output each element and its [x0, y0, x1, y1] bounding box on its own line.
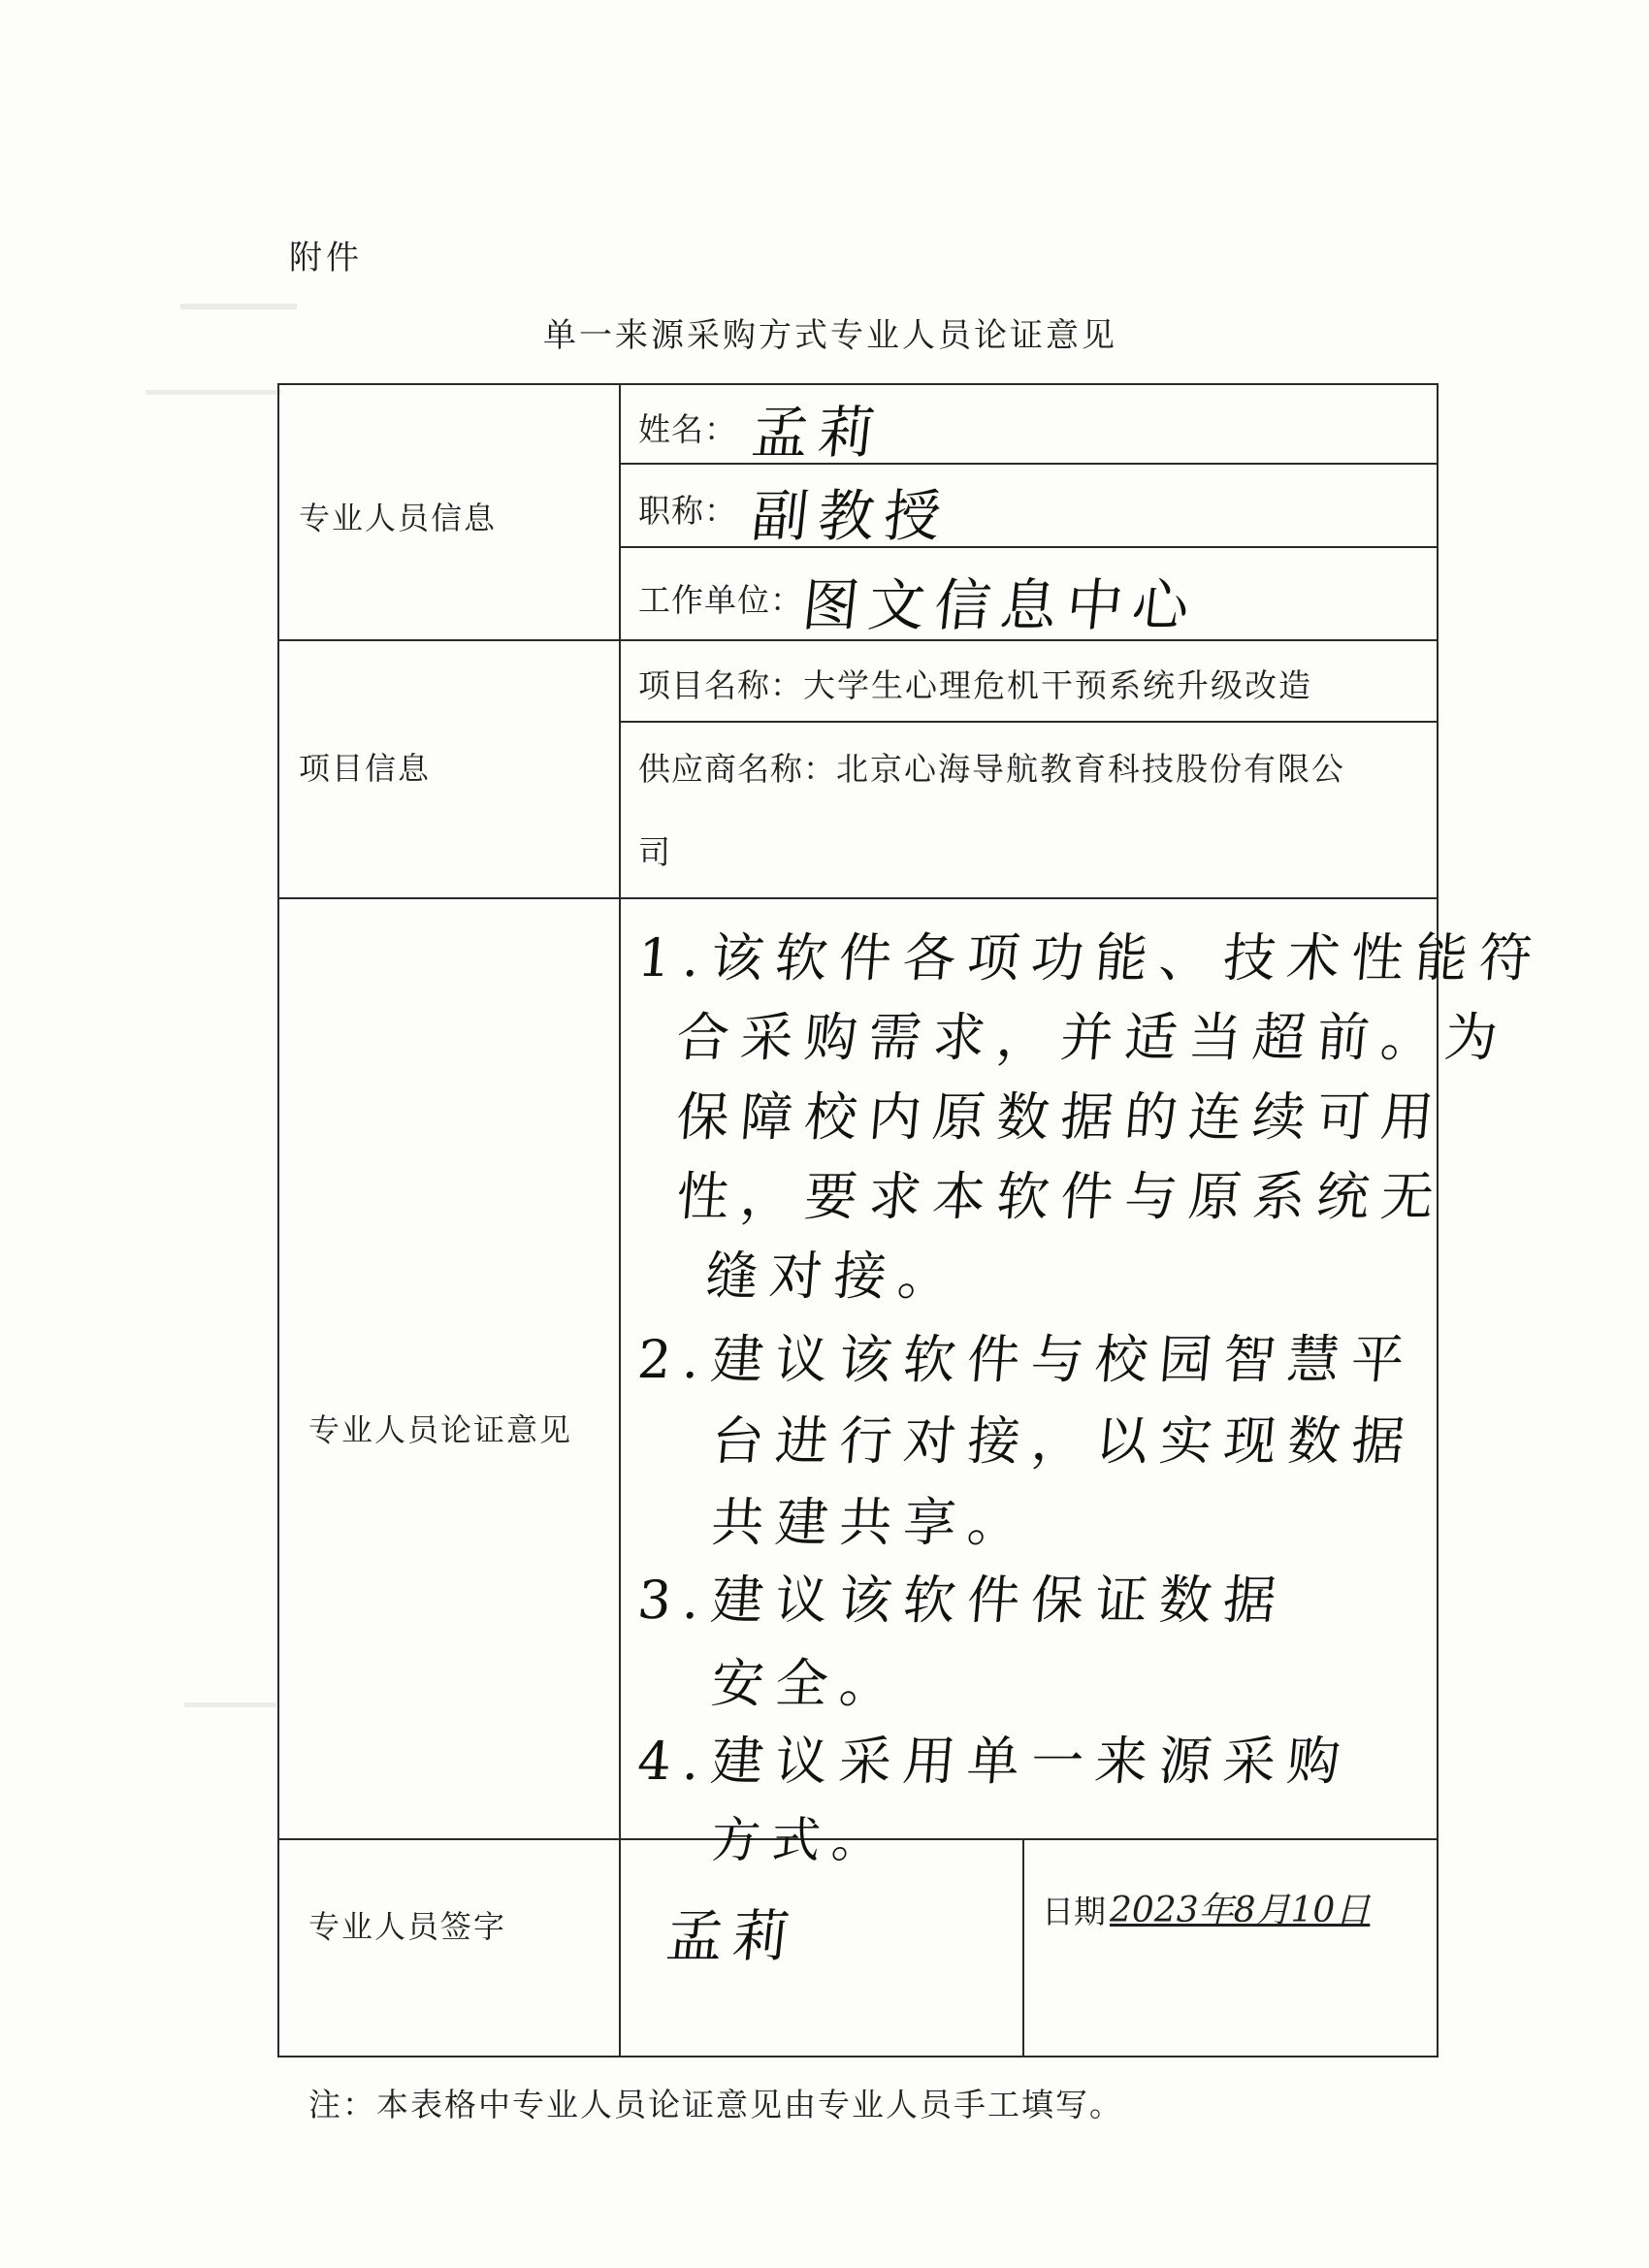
date-label: 日期: [1042, 1893, 1106, 1930]
signature-divider-right: [1022, 1838, 1024, 2057]
opinion-line: 保障校内原数据的连续可用: [673, 1086, 1448, 1148]
row-divider-name: [619, 463, 1439, 465]
opinion-line: 2.建议该软件与校园智慧平: [634, 1329, 1418, 1390]
title-label: 职称：: [638, 492, 737, 530]
supplier-value-line2: 司: [638, 833, 672, 871]
scan-speck: [146, 390, 281, 395]
opinion-section-label: 专业人员论证意见: [308, 1411, 573, 1448]
project-name-value: 大学生心理危机干预系统升级改造: [803, 666, 1312, 704]
column-divider: [619, 385, 621, 1838]
name-label: 姓名：: [638, 410, 737, 448]
scan-speck: [184, 1702, 276, 1707]
unit-label: 工作单位：: [638, 581, 803, 619]
footnote: 注：本表格中专业人员论证意见由专业人员手工填写。: [308, 2086, 1123, 2123]
expert-info-section-label: 专业人员信息: [299, 500, 498, 536]
opinion-line: 性，要求本软件与原系统无: [673, 1166, 1448, 1227]
supplier-value-line1: 北京心海导航教育科技股份有限公: [836, 750, 1345, 788]
project-name-label: 项目名称：: [638, 666, 803, 704]
name-value: 孟莉: [748, 400, 889, 466]
title-value: 副教授: [748, 483, 954, 549]
opinion-line: 合采购需求，并适当超前。为: [673, 1007, 1512, 1068]
opinion-line: 4.建议采用单一来源采购: [634, 1731, 1354, 1792]
signature-label: 专业人员签字: [308, 1908, 507, 1945]
opinion-line: 共建共享。: [708, 1492, 1035, 1553]
opinion-line: 缝对接。: [702, 1246, 965, 1307]
supplier-label: 供应商名称：: [638, 750, 836, 788]
project-info-section-label: 项目信息: [299, 750, 432, 787]
section-divider-project: [279, 897, 1439, 899]
opinion-line: 3.建议该软件保证数据: [634, 1570, 1290, 1631]
unit-value: 图文信息中心: [798, 572, 1203, 638]
date-value: 2023年8月10日: [1110, 1891, 1371, 1930]
opinion-line: 1.该软件各项功能、技术性能符: [634, 927, 1546, 988]
row-divider-title: [619, 546, 1439, 548]
form-table: [277, 383, 1546, 2057]
attachment-label: 附件: [289, 239, 363, 277]
signature-value: 孟莉: [663, 1903, 803, 1969]
signature-divider-left: [619, 1838, 621, 2057]
document-title: 单一来源采购方式专业人员论证意见: [543, 316, 1117, 355]
row-divider-project-name: [619, 721, 1439, 723]
opinion-line: 安全。: [708, 1653, 907, 1714]
opinion-line: 方式。: [709, 1812, 895, 1868]
opinion-line: 台进行对接，以实现数据: [708, 1410, 1419, 1472]
scan-speck: [180, 304, 297, 309]
